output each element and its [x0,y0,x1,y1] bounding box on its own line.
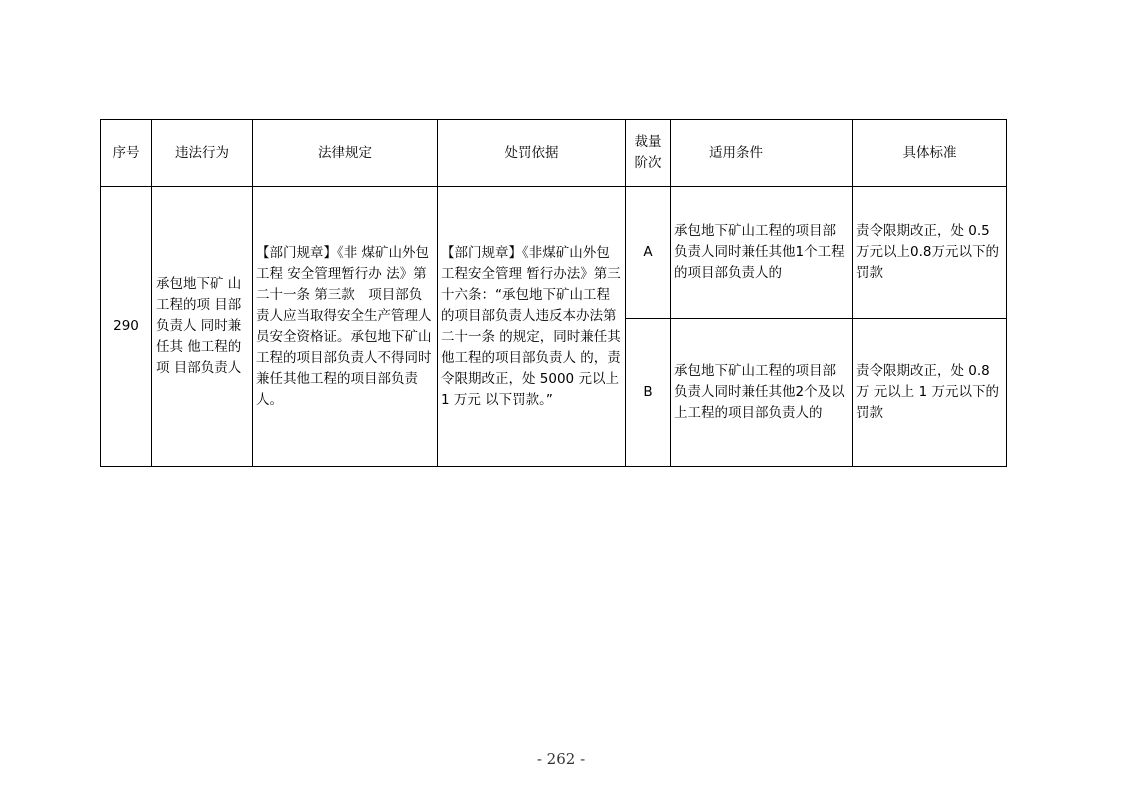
penalty-standard-table [100,119,1007,467]
header-condition: 适用条件 [671,120,853,187]
level-b-cell: B [626,319,671,467]
standard-a-cell: 责令限期改正，处 0.5 万元以上0.8万元以下的罚款 [853,187,1007,319]
row-number: 290 [101,187,152,467]
header-violation: 违法行为 [152,120,253,187]
header-level: 裁量 阶次 [626,120,671,187]
law-provision-cell: 【部门规章】《非 煤矿山外包工程 安全管理暂行办 法》第二十一条 第三款 项目部负责人应当取得安全生产管理人员安全资格证。承包地下矿山工程的项目部负责人不得同时兼任其他工程的项目部负责人。 [253,187,438,467]
table-header-row [101,120,1007,187]
page-number: - 262 - [536,750,586,768]
header-law: 法律规定 [253,120,438,187]
condition-b-cell: 承包地下矿山工程的项目部负责人同时兼任其他2个及以上工程的项目部负责人的 [671,319,853,467]
table-row [101,187,1007,319]
header-num: 序号 [101,120,152,187]
header-standard: 具体标准 [853,120,1007,187]
standard-b-cell: 责令限期改正，处 0.8 万 元以上 1 万元以下的罚款 [853,319,1007,467]
violation-cell: 承包地下矿 山工程的项 目部负责人 同时兼任其 他工程的项 目部负责人 [152,187,253,467]
condition-a-cell: 承包地下矿山工程的项目部负责人同时兼任其他1个工程的项目部负责人的 [671,187,853,319]
level-a-cell: A [626,187,671,319]
header-basis: 处罚依据 [438,120,626,187]
penalty-basis-cell: 【部门规章】《非煤矿山外包工程安全管理 暂行办法》第三十六条：“承包地下矿山工程的项目部负责人违反本办法第二十一条 的规定，同时兼任其他工程的项目部负责人 的，责令限期改正，处 5000 元以上 1 万元 以下罚款。” [438,187,626,467]
